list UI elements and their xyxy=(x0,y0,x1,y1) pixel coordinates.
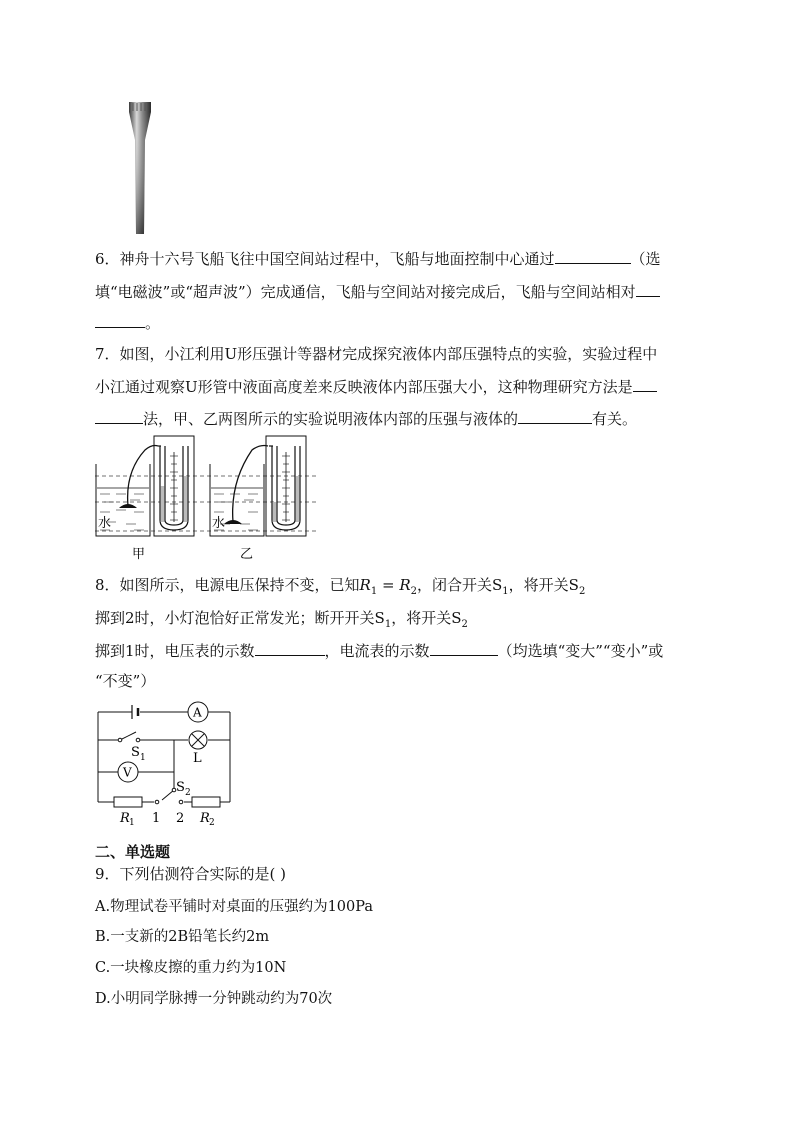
q8-text-2: ，闭合开关S xyxy=(417,576,503,594)
pos1-label: 1 xyxy=(152,811,161,826)
apparatus-jia xyxy=(96,436,194,562)
lamp-label: L xyxy=(193,751,202,766)
r1-sub-label: 1 xyxy=(129,818,135,828)
q9-option-a[interactable]: A.物理试卷平铺时对桌面的压强约为100Pa xyxy=(95,899,374,915)
q8-line3 xyxy=(95,640,663,661)
q8-r1: R xyxy=(359,576,371,594)
tube-figure xyxy=(125,100,155,236)
q8-s2-sub-b: 2 xyxy=(461,619,468,630)
q8-text-1: 8．如图所示，电源电压保持不变，已知 xyxy=(95,576,360,594)
q8-line2 xyxy=(95,608,468,635)
q8-eq: = xyxy=(377,576,400,594)
q8-text-8: （均选填“变大”“变小”或 xyxy=(497,642,664,660)
q8-r1-sub: 1 xyxy=(370,586,378,597)
liquid-label-yi: 水 xyxy=(212,516,226,531)
pos2-label: 2 xyxy=(176,811,185,826)
q6-line2 xyxy=(95,281,660,302)
q7-blank-1a[interactable] xyxy=(633,376,657,392)
q7-line3 xyxy=(95,408,637,429)
section-title: 二、单选题 xyxy=(95,843,171,861)
s2-sub-label: 2 xyxy=(185,788,191,798)
q8-text-3: ，将开关S xyxy=(508,576,579,594)
q8-text-5: ，将开关S xyxy=(391,609,462,627)
caption-yi: 乙 xyxy=(240,547,254,562)
q8-line1 xyxy=(95,575,585,602)
q8-text-9: “不变”） xyxy=(95,672,156,690)
r2-sub-label: 2 xyxy=(209,818,215,828)
ammeter-label: A xyxy=(193,705,202,720)
q6-blank-2b[interactable] xyxy=(95,312,145,328)
q9-option-b[interactable]: B.一支新的2B铅笔长约2m xyxy=(95,929,270,945)
q6-text-b: （选 xyxy=(630,250,661,268)
q8-line4 xyxy=(95,671,155,691)
q8-s2-sub-a: 2 xyxy=(578,586,586,597)
q8-blank-2[interactable] xyxy=(430,640,498,656)
q6-blank-2a[interactable] xyxy=(636,281,660,297)
s1-label: S xyxy=(131,745,140,760)
liquid-label-jia: 水 xyxy=(98,516,112,531)
q7-text-3: 法，甲、乙两图所示的实验说明液体内部的压强与液体的 xyxy=(143,410,519,428)
q9-option-d[interactable]: D.小明同学脉搏一分钟跳动约为70次 xyxy=(95,991,333,1007)
apparatus-yi xyxy=(210,436,306,562)
q6-blank-1[interactable] xyxy=(555,248,631,264)
r1-label: R xyxy=(120,811,130,826)
q8-s1-sub-a: 1 xyxy=(502,586,509,597)
q8-s1-sub-b: 1 xyxy=(384,619,392,630)
q6-text-c: 填“电磁波”或“超声波”）完成通信，飞船与空间站对接完成后，飞船与空间站相对 xyxy=(95,283,636,301)
circuit-diagram xyxy=(92,698,242,828)
q9-stem: 9．下列估测符合实际的是( ) xyxy=(95,865,287,883)
q6-line1 xyxy=(95,248,661,269)
q8-r2: R xyxy=(399,576,411,594)
r2-label: R xyxy=(200,811,210,826)
caption-jia: 甲 xyxy=(132,547,146,562)
q8-text-4: 掷到2时，小灯泡恰好正常发光；断开开关S xyxy=(95,609,385,627)
s2-label: S xyxy=(176,780,185,795)
q8-text-6: 掷到1时，电压表的示数 xyxy=(95,642,255,660)
q8-text-7: ，电流表的示数 xyxy=(324,642,430,660)
pressure-experiment-figure xyxy=(90,432,330,562)
q7-line2 xyxy=(95,376,657,397)
q6-text-d: 。 xyxy=(145,314,161,332)
q7-text-1: 7．如图，小江利用U形压强计等器材完成探究液体内部压强特点的实验，实验过程中 xyxy=(95,345,658,363)
q7-blank-2[interactable] xyxy=(518,408,592,424)
q7-line1 xyxy=(95,344,657,364)
q7-text-2: 小江通过观察U形管中液面高度差来反映液体内部压强大小，这种物理研究方法是 xyxy=(95,378,633,396)
q9-option-c[interactable]: C.一块橡皮擦的重力约为10N xyxy=(95,960,287,976)
s1-sub-label: 1 xyxy=(140,753,146,763)
q7-blank-1b[interactable] xyxy=(95,408,143,424)
voltmeter-label: V xyxy=(123,765,132,780)
q6-text-a: 6．神舟十六号飞船飞往中国空间站过程中，飞船与地面控制中心通过 xyxy=(95,250,555,268)
q8-blank-1[interactable] xyxy=(255,640,325,656)
q8-r2-sub: 2 xyxy=(410,586,417,597)
q7-text-4: 有关。 xyxy=(592,410,638,428)
q6-line3 xyxy=(95,312,160,333)
